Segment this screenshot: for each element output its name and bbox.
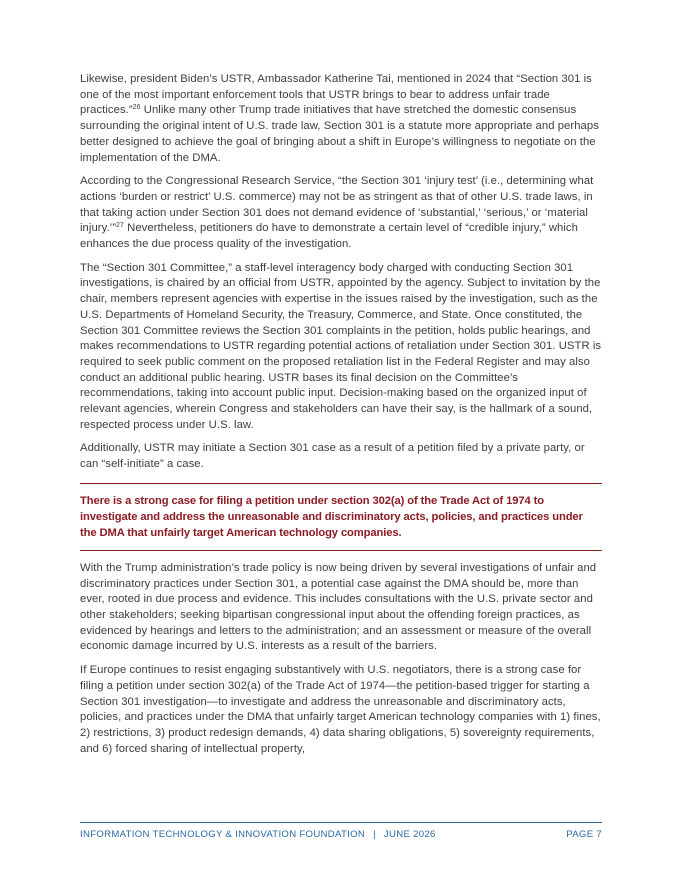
footnote-ref[interactable]: 26: [132, 104, 141, 112]
paragraph: According to the Congressional Research Service, “the Section 301 ‘injury test’ (i.e., determining what actions ‘burden or restrict’ U.S. commerce) may not be as stringent as that of other U.S. trade laws, in that taking action under Section 301 does not demand evidence of ‘substantial,’ ‘serious,’ or ‘material injury.’”$^{27}$ Nevertheless, petitioners do have to demonstrate a certain level of “credible injury,” which enhances the due process quality of the investigation.: [80, 175, 594, 251]
footer-org: INFORMATION TECHNOLOGY & INNOVATION FOUNDATION: [80, 829, 366, 840]
paragraph: Additionally, USTR may initiate a Section 301 case as a result of a petition filed by a private party, or can “self-initiate” a case.: [80, 442, 585, 471]
footer-left: [80, 829, 436, 840]
document-body: [80, 72, 602, 765]
paragraph: The “Section 301 Committee,” a staff-level interagency body charged with conducting Section 301 investigations, is chaired by an official from USTR, appointed by the agency. Subject to invitation by the chair, members represent agencies with expertise in the issues raised by the investigation, such as the U.S. Departments of Homeland Security, the Treasury, Commerce, and State. Once constituted, the Section 301 Committee reviews the Section 301 complaints in the petition, holds public hearings, and makes recommendations to USTR regarding potential actions of retaliation under Section 301. USTR is required to seek public comment on the proposed retaliation list in the Federal Register and may also conduct an additional public hearing. USTR bases its final decision on the Committee’s recommendations, taking into account public input. Decision-making based on the organized input of relevant agencies, wherein Congress and stakeholders can have their say, is the hallmark of a sound, respected process under U.S. law.: [80, 261, 602, 431]
paragraph: With the Trump administration’s trade policy is now being driven by several investigations of unfair and discriminatory practices under Section 301, a potential case against the DMA should be, more than ever, rooted in due process and evidence. This includes consultations with the U.S. private sector and other stakeholders; seeking bipartisan congressional input about the offending foreign practices, as evidenced by hearings and letters to the administration; and an assessment or measure of the overall economic damage incurred by U.S. interests as a result of the barriers.: [80, 561, 597, 653]
pull-quote: [80, 483, 602, 551]
footer-separator: |: [373, 829, 376, 840]
paragraph: If Europe continues to resist engaging substantively with U.S. negotiators, there is a strong case for filing a petition under section 302(a) of the Trade Act of 1974—the petition-based trigger for starting a Section 301 investigation—to investigate and address the unreasonable and discriminatory acts, policies, and practices under the DMA that unfairly target American technology companies with 1) fines, 2) restrictions, 3) product redesign demands, 4) data sharing obligations, 5) sovereignty requirements, and 6) forced sharing of intellectual property,: [80, 664, 601, 755]
paragraph: Likewise, president Biden’s USTR, Ambassador Katherine Tai, mentioned in 2024 that “Section 301 is one of the most important enforcement tools that USTR brings to bear to address unfair trade practices.”$^{26}$ Unlike many other Trump trade initiatives that have stretched the domestic consensus surrounding the original intent of U.S. trade law, Section 301 is a statute more appropriate and perhaps better designed to achieve the goal of bringing about a shift in Europe’s willingness to negotiate on the implementation of the DMA.: [80, 73, 599, 164]
footnote-ref[interactable]: 27: [116, 222, 124, 230]
page-number: PAGE 7: [566, 829, 602, 840]
footer-date: JUNE 2026: [383, 829, 436, 840]
pull-quote-text: There is a strong case for filing a petition under section 302(a) of the Trade Act of 1974 to investigate and address the unreasonable and discriminatory acts, policies, and practices under the DMA that unfairly target American technology companies.: [80, 494, 583, 539]
page-footer: [80, 822, 602, 840]
